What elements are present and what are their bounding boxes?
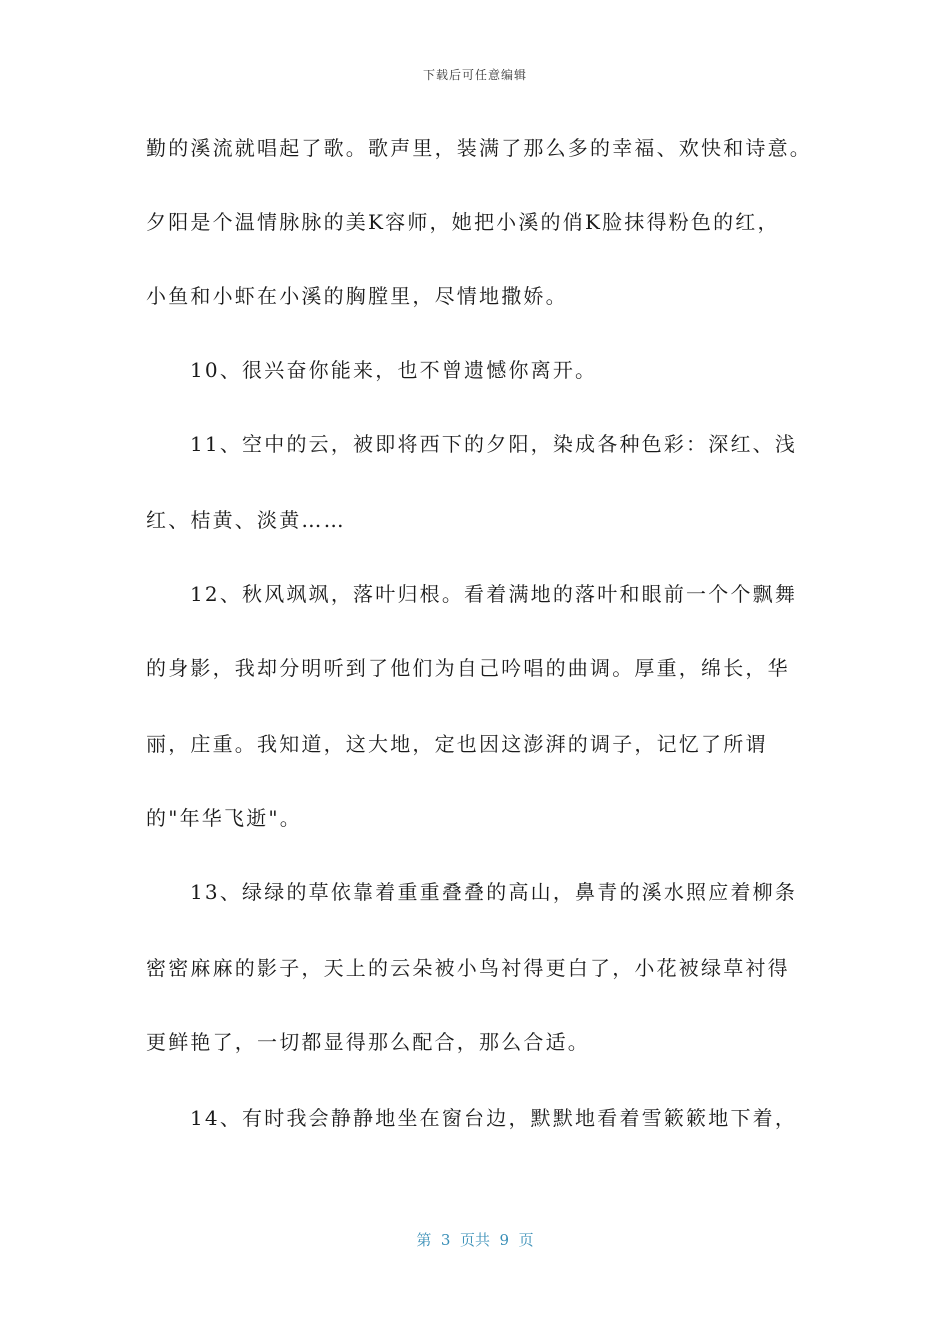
text-line-5: 11、空中的云，被即将西下的夕阳，染成各种色彩：深红、浅 [190, 432, 798, 456]
page-header: 下载后可任意编辑 [422, 68, 527, 82]
text-line-14: 14、有时我会静静地坐在窗台边，默默地看着雪簌簌地下着， [190, 1106, 798, 1130]
text-line-11: 13、绿绿的草依靠着重重叠叠的高山，鼻青的溪水照应着柳条 [190, 880, 798, 904]
text-line-3: 小鱼和小虾在小溪的胸膛里，尽情地撒娇。 [146, 284, 568, 308]
text-line-7: 12、秋风飒飒，落叶归根。看着满地的落叶和眼前一个个飘舞 [190, 582, 798, 606]
page-number-footer: 第 3 页共 9 页 [416, 1231, 534, 1249]
text-line-1: 勤的溪流就唱起了歌。歌声里，装满了那么多的幸福、欢快和诗意。 [146, 136, 812, 160]
text-line-2: 夕阳是个温情脉脉的美K容师，她把小溪的俏K脸抹得粉色的红， [146, 210, 780, 234]
text-line-8: 的身影，我却分明听到了他们为自己吟唱的曲调。厚重，绵长，华 [146, 656, 790, 680]
text-line-10: 的"年华飞逝"。 [146, 806, 302, 830]
text-line-6: 红、桔黄、淡黄…… [146, 508, 346, 532]
text-line-9: 丽，庄重。我知道，这大地，定也因这澎湃的调子，记忆了所谓 [146, 732, 768, 756]
text-line-12: 密密麻麻的影子，天上的云朵被小鸟衬得更白了，小花被绿草衬得 [146, 956, 790, 980]
text-line-13: 更鲜艳了，一切都显得那么配合，那么合适。 [146, 1030, 590, 1054]
text-line-4: 10、很兴奋你能来，也不曾遗憾你离开。 [190, 358, 598, 382]
